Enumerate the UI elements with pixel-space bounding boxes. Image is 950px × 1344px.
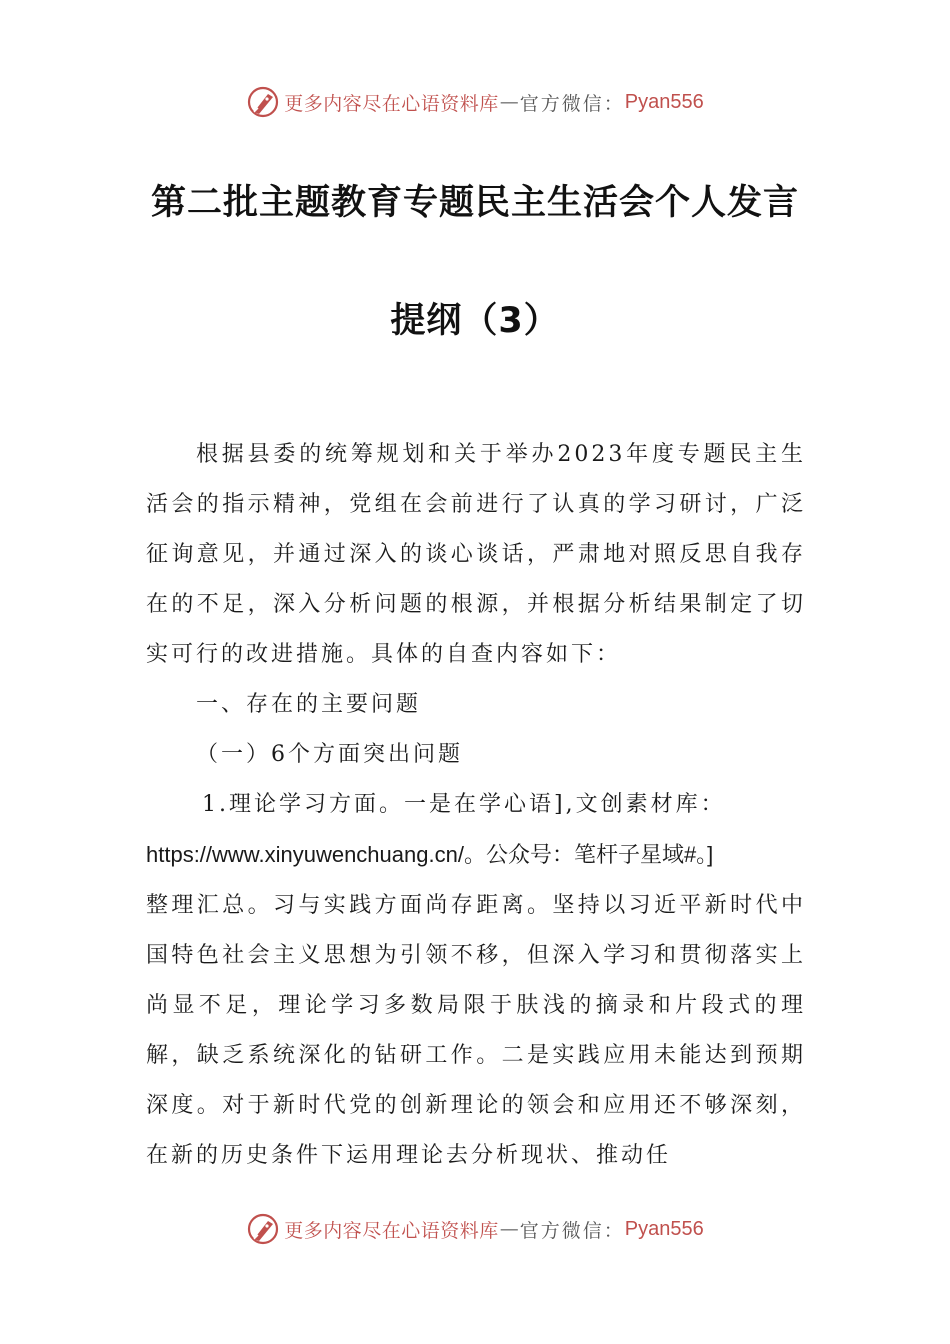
document-title-line-2: 提纲（3）	[390, 301, 560, 341]
footer-banner	[0, 1209, 950, 1249]
pen-nib-logo-icon	[246, 85, 280, 119]
intro-paragraph: 根据县委的统筹规划和关于举办2023年度专题民主生活会的指示精神，党组在会前进行了认真的学习研讨，广泛征询意见，并通过深入的谈心谈话，严肃地对照反思自我存在的不足，深入分析问题的根源，并根据分析结果制定了切实可行的改进措施。具体的自查内容如下：	[146, 442, 806, 667]
banner-text: 更多内容尽在心语资料库	[284, 92, 499, 115]
item-1-lead: 1.理论学习方面。一是在学心语],文创素材库：	[202, 792, 726, 817]
footer-banner-wechat-label: 官方微信：	[519, 1219, 625, 1242]
footer-banner-wechat-id: Pyan556	[624, 1217, 704, 1240]
subsection-heading-1: （一）6个方面突出问题	[196, 742, 463, 767]
banner-dash: —	[499, 91, 519, 113]
item-1-url: https://www.xinyuwenchuang.cn/。公众号：笔杆子星域#。]	[146, 842, 714, 867]
banner-wechat-id: Pyan556	[624, 90, 704, 113]
item-1-rest: 整理汇总。习与实践方面尚存距离。坚持以习近平新时代中国特色社会主义思想为引领不移，但深入学习和贯彻落实上尚显不足，理论学习多数局限于肤浅的摘录和片段式的理解，缺乏系统深化的钻研工作。二是实践应用未能达到预期深度。对于新时代党的创新理论的领会和应用还不够深刻，在新的历史条件下运用理论去分析现状、推动任	[146, 893, 806, 1168]
banner-wechat-label: 官方微信：	[519, 92, 625, 115]
document-body	[146, 430, 806, 1181]
pen-nib-logo-icon	[246, 1212, 280, 1246]
footer-banner-dash: —	[499, 1218, 519, 1240]
section-heading-1: 一、存在的主要问题	[196, 692, 422, 717]
item-1-paragraph	[146, 780, 806, 1181]
document-title-line-1: 第二批主题教育专题民主生活会个人发言	[150, 183, 799, 223]
header-banner	[0, 82, 950, 122]
footer-banner-text: 更多内容尽在心语资料库	[284, 1219, 499, 1242]
